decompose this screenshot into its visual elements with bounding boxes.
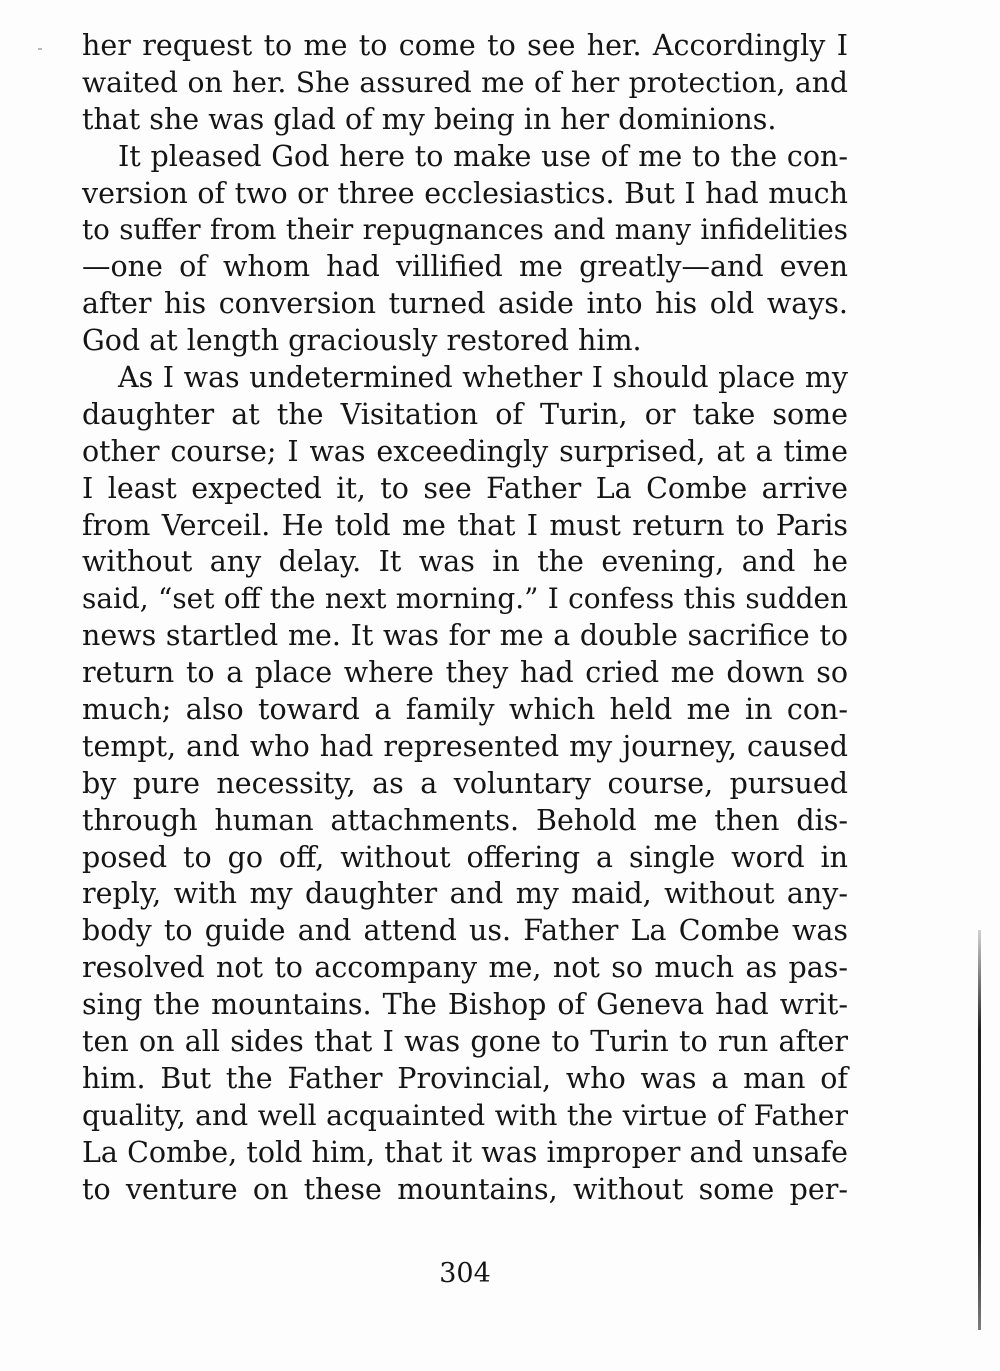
- text-line: reply, with my daughter and my maid, without any-: [82, 877, 848, 911]
- text-line: waited on her. She assured me of her protection, and: [82, 65, 848, 99]
- text-line: after his conversion turned aside into his old ways.: [82, 287, 848, 321]
- text-line: to venture on these mountains, without some per-: [82, 1172, 848, 1206]
- text-line: tempt, and who had represented my journey, caused: [82, 729, 848, 763]
- text-line: return to a place where they had cried me down so: [82, 656, 848, 690]
- text-line: quality, and well acquainted with the virtue of Father: [82, 1098, 848, 1132]
- text-line: daughter at the Visitation of Turin, or take some: [82, 397, 848, 431]
- text-line: without any delay. It was in the evening, and he: [82, 545, 848, 579]
- text-line: —one of whom had villified me greatly—and even: [82, 250, 848, 284]
- text-line: posed to go off, without offering a single word in: [82, 840, 848, 874]
- text-line: ten on all sides that I was gone to Turin to run after: [82, 1025, 848, 1059]
- text-line: version of two or three ecclesiastics. But I had much: [82, 176, 848, 210]
- text-line: It pleased God here to make use of me to the con-: [118, 139, 848, 173]
- text-line: that she was glad of my being in her dominions.: [82, 102, 777, 136]
- text-line: other course; I was exceedingly surprised, at a time: [82, 434, 848, 468]
- text-line: her request to me to come to see her. Accordingly I: [82, 29, 848, 62]
- text-line: from Verceil. He told me that I must return to Paris: [82, 508, 848, 542]
- text-line: body to guide and attend us. Father La Combe was: [82, 914, 848, 948]
- text-line: him. But the Father Provincial, who was a man of: [82, 1061, 848, 1095]
- text-line: said, “set off the next morning.” I confess this sudden: [82, 582, 848, 616]
- text-line: news startled me. It was for me a double sacrifice to: [82, 619, 848, 653]
- text-line: through human attachments. Behold me then dis-: [82, 803, 848, 837]
- text-line: La Combe, told him, that it was improper and unsafe: [82, 1135, 848, 1169]
- text-line: sing the mountains. The Bishop of Geneva had writ-: [82, 988, 848, 1022]
- text-line: As I was undetermined whether I should place my: [118, 361, 848, 395]
- text-line: much; also toward a family which held me in con-: [82, 693, 848, 727]
- text-line: by pure necessity, as a voluntary course, pursued: [82, 766, 848, 800]
- page-number: 304: [439, 1258, 491, 1289]
- text-line: resolved not to accompany me, not so much as pas-: [82, 951, 848, 985]
- page-body-text: [82, 28, 848, 1209]
- scan-speck: [38, 48, 42, 50]
- text-line: God at length graciously restored him.: [82, 324, 642, 358]
- text-line: I least expected it, to see Father La Combe arrive: [82, 471, 848, 505]
- scan-gutter-edge: [978, 930, 981, 1330]
- text-line: to suffer from their repugnances and many infidelities: [82, 213, 848, 247]
